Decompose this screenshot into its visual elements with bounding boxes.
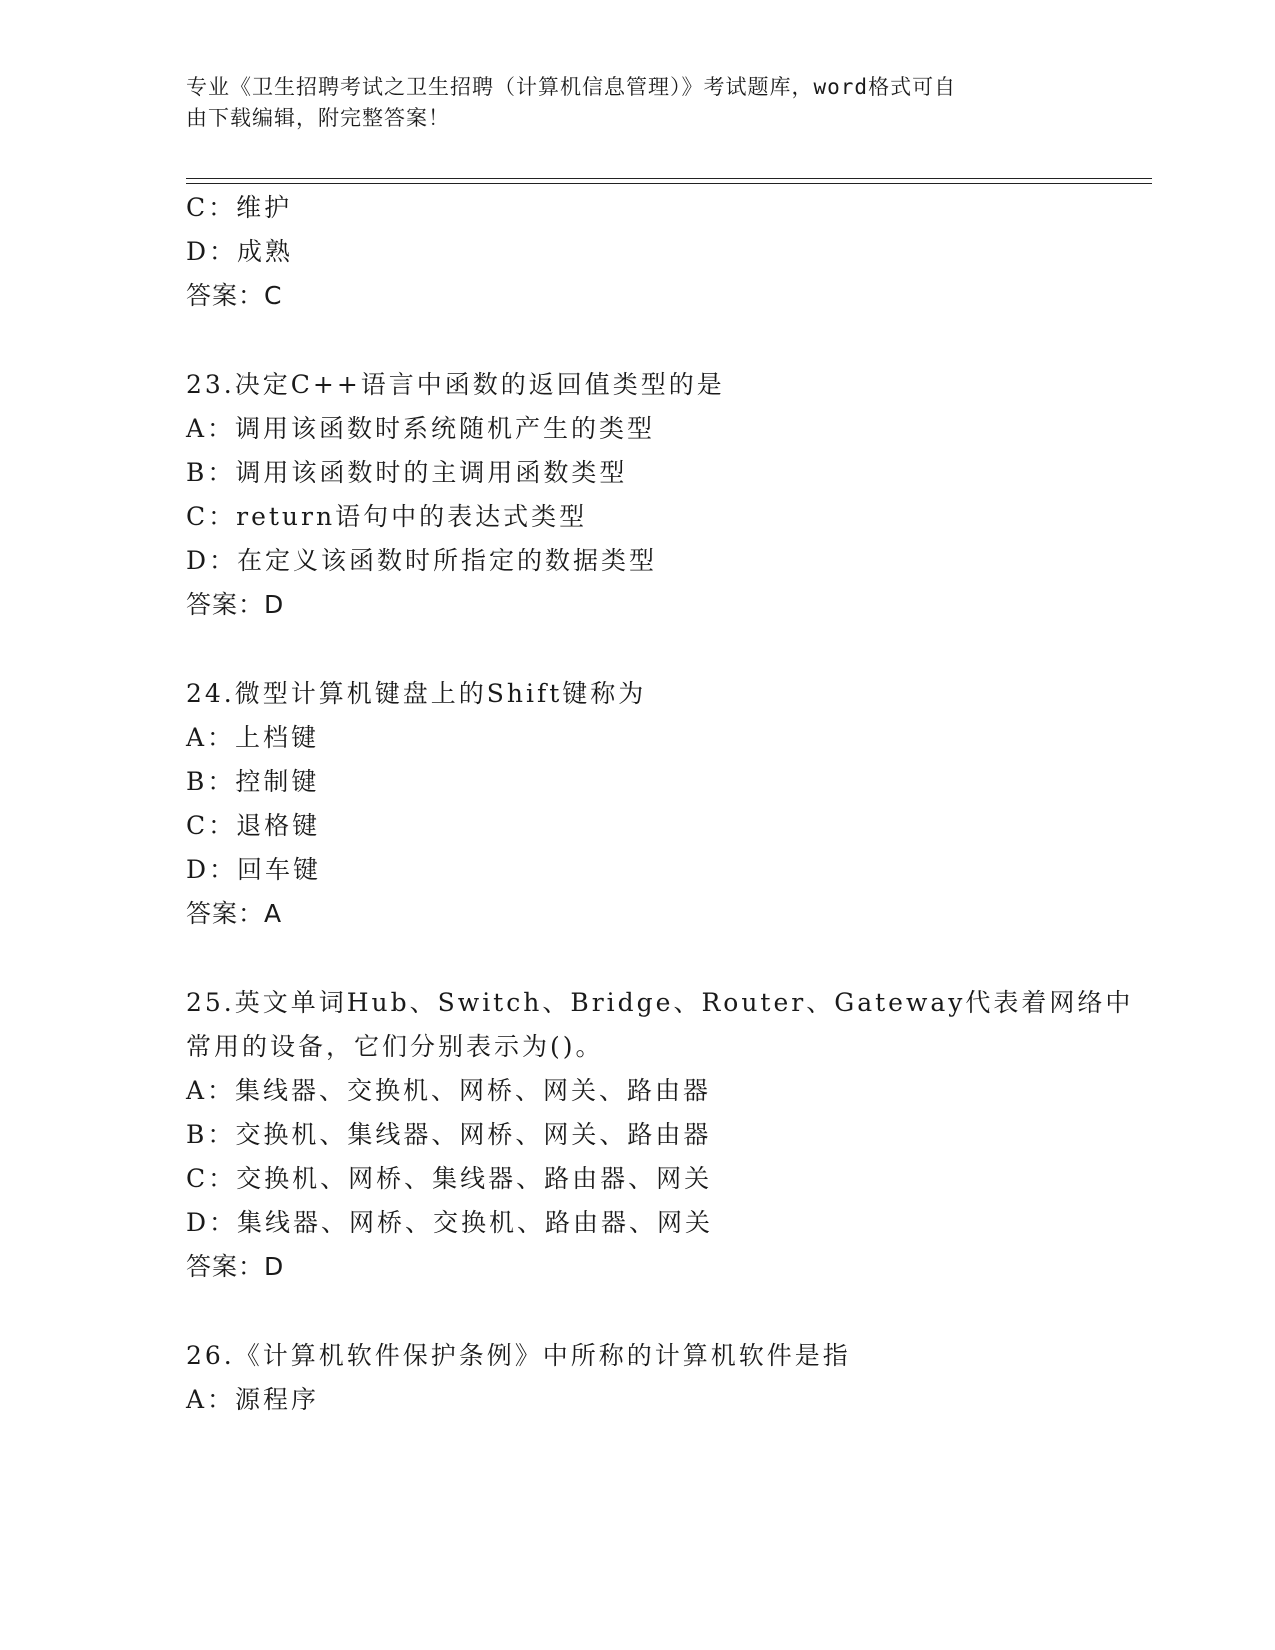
document-header bbox=[186, 72, 1066, 134]
q24-answer: 答案：A bbox=[186, 899, 283, 928]
q24-option-a: A：上档键 bbox=[186, 723, 320, 752]
q26-option-a: A：源程序 bbox=[186, 1385, 320, 1414]
q23-option-d: D：在定义该函数时所指定的数据类型 bbox=[186, 546, 658, 575]
q25-answer: 答案：D bbox=[186, 1252, 285, 1281]
q24-option-c: C：退格键 bbox=[186, 811, 321, 840]
q24-question: 24.微型计算机键盘上的Shift键称为 bbox=[186, 679, 647, 708]
q23-option-b: B：调用该函数时的主调用函数类型 bbox=[186, 458, 628, 487]
q24-option-b: B：控制键 bbox=[186, 767, 320, 796]
q24-option-d: D：回车键 bbox=[186, 855, 322, 884]
q23-option-c: C：return语句中的表达式类型 bbox=[186, 502, 588, 531]
header-line-2: 由下载编辑，附完整答案！ bbox=[186, 106, 450, 130]
q26-question: 26.《计算机软件保护条例》中所称的计算机软件是指 bbox=[186, 1341, 851, 1370]
q23-answer: 答案：D bbox=[186, 590, 285, 619]
q23-option-a: A：调用该函数时系统随机产生的类型 bbox=[186, 414, 656, 443]
q23-question: 23.决定C++语言中函数的返回值类型的是 bbox=[186, 370, 725, 399]
q25-option-c: C：交换机、网桥、集线器、路由器、网关 bbox=[186, 1164, 713, 1193]
q25-question-line-2: 常用的设备，它们分别表示为()。 bbox=[186, 1032, 604, 1061]
q22-answer: 答案：C bbox=[186, 281, 283, 310]
q25-option-b: B：交换机、集线器、网桥、网关、路由器 bbox=[186, 1120, 712, 1149]
header-line-1: 专业《卫生招聘考试之卫生招聘（计算机信息管理）》考试题库，word格式可自 bbox=[186, 75, 957, 99]
q22-option-d: D：成熟 bbox=[186, 237, 294, 266]
q25-question-line-1: 25.英文单词Hub、Switch、Bridge、Router、Gateway代表着网络中 bbox=[186, 988, 1134, 1017]
q25-option-a: A：集线器、交换机、网桥、网关、路由器 bbox=[186, 1076, 712, 1105]
q22-option-c: C：维护 bbox=[186, 193, 293, 222]
header-divider-bottom bbox=[186, 183, 1152, 184]
q25-option-d: D：集线器、网桥、交换机、路由器、网关 bbox=[186, 1208, 714, 1237]
header-divider-top bbox=[186, 178, 1152, 179]
